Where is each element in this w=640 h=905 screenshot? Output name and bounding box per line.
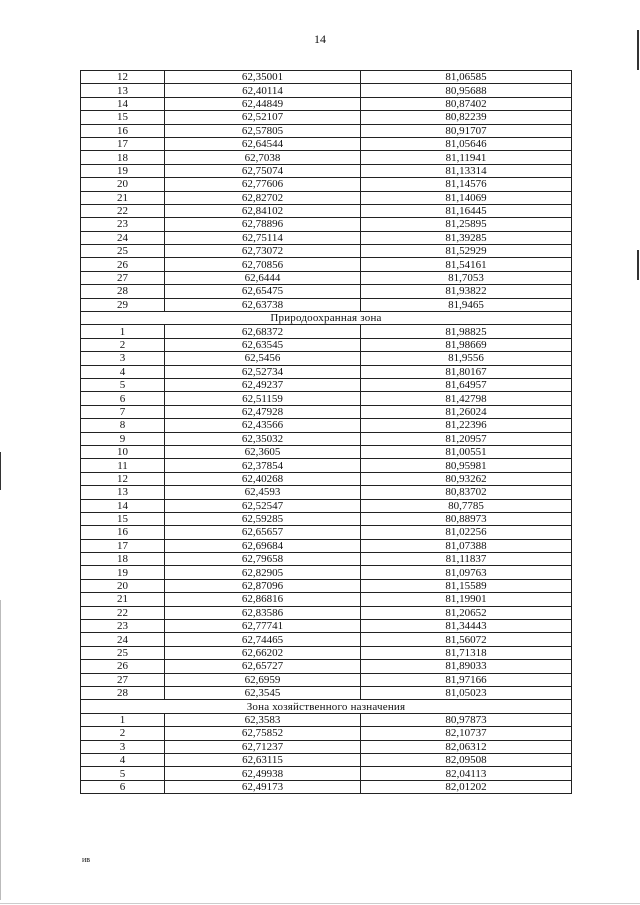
point-number-cell: 24 (81, 633, 165, 646)
latitude-cell: 62,82702 (165, 191, 361, 204)
longitude-cell: 81,20957 (361, 432, 572, 445)
table-row (81, 338, 572, 351)
longitude-cell: 80,82239 (361, 111, 572, 124)
point-number-cell: 2 (81, 727, 165, 740)
table-row (81, 392, 572, 405)
longitude-cell: 81,06585 (361, 71, 572, 84)
latitude-cell: 62,52547 (165, 499, 361, 512)
latitude-cell: 62,6959 (165, 673, 361, 686)
latitude-cell: 62,5456 (165, 352, 361, 365)
latitude-cell: 62,59285 (165, 512, 361, 525)
table-row (81, 178, 572, 191)
point-number-cell: 6 (81, 780, 165, 793)
page-number: 14 (314, 32, 326, 46)
point-number-cell: 13 (81, 84, 165, 97)
point-number-cell: 5 (81, 378, 165, 391)
longitude-cell: 81,9465 (361, 298, 572, 311)
point-number-cell: 8 (81, 419, 165, 432)
latitude-cell: 62,43566 (165, 419, 361, 432)
table-row (81, 204, 572, 217)
longitude-cell: 81,19901 (361, 593, 572, 606)
longitude-cell: 82,01202 (361, 780, 572, 793)
latitude-cell: 62,75074 (165, 164, 361, 177)
table-row (81, 526, 572, 539)
latitude-cell: 62,40268 (165, 472, 361, 485)
longitude-cell: 80,97873 (361, 713, 572, 726)
table-row (81, 271, 572, 284)
longitude-cell: 81,15589 (361, 579, 572, 592)
point-number-cell: 12 (81, 71, 165, 84)
table-row (81, 71, 572, 84)
point-number-cell: 9 (81, 432, 165, 445)
point-number-cell: 26 (81, 660, 165, 673)
latitude-cell: 62,37854 (165, 459, 361, 472)
point-number-cell: 16 (81, 526, 165, 539)
table-row (81, 285, 572, 298)
point-number-cell: 28 (81, 285, 165, 298)
latitude-cell: 62,66202 (165, 646, 361, 659)
longitude-cell: 81,98825 (361, 325, 572, 338)
table-row (81, 780, 572, 793)
point-number-cell: 7 (81, 405, 165, 418)
point-number-cell: 21 (81, 191, 165, 204)
point-number-cell: 23 (81, 218, 165, 231)
table-row (81, 164, 572, 177)
latitude-cell: 62,65475 (165, 285, 361, 298)
longitude-cell: 81,71318 (361, 646, 572, 659)
latitude-cell: 62,63738 (165, 298, 361, 311)
table-row (81, 191, 572, 204)
latitude-cell: 62,35032 (165, 432, 361, 445)
table-row (81, 753, 572, 766)
latitude-cell: 62,49237 (165, 378, 361, 391)
table-row (81, 767, 572, 780)
longitude-cell: 81,16445 (361, 204, 572, 217)
longitude-cell: 81,89033 (361, 660, 572, 673)
latitude-cell: 62,77741 (165, 620, 361, 633)
point-number-cell: 16 (81, 124, 165, 137)
point-number-cell: 20 (81, 178, 165, 191)
table-row (81, 459, 572, 472)
latitude-cell: 62,73072 (165, 245, 361, 258)
point-number-cell: 1 (81, 325, 165, 338)
longitude-cell: 81,22396 (361, 419, 572, 432)
latitude-cell: 62,82905 (165, 566, 361, 579)
point-number-cell: 24 (81, 231, 165, 244)
point-number-cell: 11 (81, 459, 165, 472)
coordinates-table-body (81, 71, 572, 794)
point-number-cell: 20 (81, 579, 165, 592)
latitude-cell: 62,63115 (165, 753, 361, 766)
table-row (81, 633, 572, 646)
point-number-cell: 28 (81, 686, 165, 699)
latitude-cell: 62,35001 (165, 71, 361, 84)
table-row (81, 593, 572, 606)
table-row (81, 245, 572, 258)
table-row (81, 606, 572, 619)
point-number-cell: 17 (81, 539, 165, 552)
point-number-cell: 3 (81, 352, 165, 365)
table-row (81, 566, 572, 579)
latitude-cell: 62,70856 (165, 258, 361, 271)
longitude-cell: 82,09508 (361, 753, 572, 766)
longitude-cell: 81,97166 (361, 673, 572, 686)
table-row (81, 84, 572, 97)
point-number-cell: 2 (81, 338, 165, 351)
longitude-cell: 80,87402 (361, 97, 572, 110)
latitude-cell: 62,47928 (165, 405, 361, 418)
point-number-cell: 25 (81, 646, 165, 659)
latitude-cell: 62,40114 (165, 84, 361, 97)
table-row (81, 298, 572, 311)
longitude-cell: 80,93262 (361, 472, 572, 485)
latitude-cell: 62,83586 (165, 606, 361, 619)
latitude-cell: 62,65657 (165, 526, 361, 539)
longitude-cell: 82,10737 (361, 727, 572, 740)
longitude-cell: 81,64957 (361, 378, 572, 391)
table-row (81, 218, 572, 231)
coordinates-table (80, 70, 572, 794)
point-number-cell: 22 (81, 606, 165, 619)
latitude-cell: 62,52107 (165, 111, 361, 124)
latitude-cell: 62,3545 (165, 686, 361, 699)
table-row (81, 124, 572, 137)
longitude-cell: 81,39285 (361, 231, 572, 244)
longitude-cell: 81,07388 (361, 539, 572, 552)
point-number-cell: 14 (81, 97, 165, 110)
latitude-cell: 62,4593 (165, 486, 361, 499)
latitude-cell: 62,6444 (165, 271, 361, 284)
table-row (81, 325, 572, 338)
table-row (81, 539, 572, 552)
latitude-cell: 62,71237 (165, 740, 361, 753)
left-edge-line (0, 600, 1, 900)
table-row (81, 499, 572, 512)
point-number-cell: 6 (81, 392, 165, 405)
point-number-cell: 4 (81, 753, 165, 766)
longitude-cell: 80,91707 (361, 124, 572, 137)
table-row (81, 486, 572, 499)
latitude-cell: 62,7038 (165, 151, 361, 164)
point-number-cell: 19 (81, 164, 165, 177)
point-number-cell: 12 (81, 472, 165, 485)
point-number-cell: 15 (81, 111, 165, 124)
longitude-cell: 81,11941 (361, 151, 572, 164)
latitude-cell: 62,51159 (165, 392, 361, 405)
longitude-cell: 81,98669 (361, 338, 572, 351)
point-number-cell: 3 (81, 740, 165, 753)
table-row (81, 553, 572, 566)
latitude-cell: 62,77606 (165, 178, 361, 191)
table-row (81, 352, 572, 365)
table-row (81, 137, 572, 150)
latitude-cell: 62,75852 (165, 727, 361, 740)
table-row (81, 727, 572, 740)
longitude-cell: 81,14576 (361, 178, 572, 191)
longitude-cell: 81,20652 (361, 606, 572, 619)
table-row (81, 97, 572, 110)
latitude-cell: 62,63545 (165, 338, 361, 351)
bottom-edge-line (0, 903, 640, 904)
latitude-cell: 62,69684 (165, 539, 361, 552)
table-row (81, 151, 572, 164)
longitude-cell: 81,52929 (361, 245, 572, 258)
section-header-row (81, 700, 572, 713)
longitude-cell: 81,09763 (361, 566, 572, 579)
longitude-cell: 81,54161 (361, 258, 572, 271)
left-margin-line (0, 452, 1, 490)
longitude-cell: 81,05023 (361, 686, 572, 699)
table-row (81, 258, 572, 271)
longitude-cell: 81,42798 (361, 392, 572, 405)
right-margin-line-top (637, 30, 639, 70)
latitude-cell: 62,44849 (165, 97, 361, 110)
table-row (81, 419, 572, 432)
point-number-cell: 1 (81, 713, 165, 726)
latitude-cell: 62,3583 (165, 713, 361, 726)
point-number-cell: 25 (81, 245, 165, 258)
table-row (81, 512, 572, 525)
latitude-cell: 62,75114 (165, 231, 361, 244)
table-row (81, 445, 572, 458)
point-number-cell: 23 (81, 620, 165, 633)
longitude-cell: 80,95688 (361, 84, 572, 97)
point-number-cell: 14 (81, 499, 165, 512)
latitude-cell: 62,3605 (165, 445, 361, 458)
table-row (81, 660, 572, 673)
table-row (81, 231, 572, 244)
longitude-cell: 81,05646 (361, 137, 572, 150)
longitude-cell: 81,14069 (361, 191, 572, 204)
latitude-cell: 62,57805 (165, 124, 361, 137)
latitude-cell: 62,79658 (165, 553, 361, 566)
longitude-cell: 80,83702 (361, 486, 572, 499)
table-row (81, 579, 572, 592)
table-row (81, 472, 572, 485)
latitude-cell: 62,74465 (165, 633, 361, 646)
table-row (81, 432, 572, 445)
longitude-cell: 81,80167 (361, 365, 572, 378)
longitude-cell: 81,93822 (361, 285, 572, 298)
point-number-cell: 22 (81, 204, 165, 217)
latitude-cell: 62,52734 (165, 365, 361, 378)
point-number-cell: 19 (81, 566, 165, 579)
section-title: Зона хозяйственного назначения (81, 700, 572, 713)
point-number-cell: 18 (81, 553, 165, 566)
point-number-cell: 5 (81, 767, 165, 780)
longitude-cell: 81,00551 (361, 445, 572, 458)
longitude-cell: 80,88973 (361, 512, 572, 525)
latitude-cell: 62,64544 (165, 137, 361, 150)
longitude-cell: 82,04113 (361, 767, 572, 780)
table-row (81, 740, 572, 753)
latitude-cell: 62,65727 (165, 660, 361, 673)
longitude-cell: 81,56072 (361, 633, 572, 646)
point-number-cell: 26 (81, 258, 165, 271)
point-number-cell: 10 (81, 445, 165, 458)
longitude-cell: 81,02256 (361, 526, 572, 539)
point-number-cell: 21 (81, 593, 165, 606)
table-row (81, 686, 572, 699)
table-row (81, 111, 572, 124)
latitude-cell: 62,49938 (165, 767, 361, 780)
point-number-cell: 29 (81, 298, 165, 311)
latitude-cell: 62,68372 (165, 325, 361, 338)
table-row (81, 713, 572, 726)
longitude-cell: 81,13314 (361, 164, 572, 177)
footer-mark: ив (82, 855, 91, 864)
section-title: Природоохранная зона (81, 312, 572, 325)
longitude-cell: 81,34443 (361, 620, 572, 633)
longitude-cell: 81,7053 (361, 271, 572, 284)
point-number-cell: 4 (81, 365, 165, 378)
latitude-cell: 62,78896 (165, 218, 361, 231)
latitude-cell: 62,49173 (165, 780, 361, 793)
longitude-cell: 81,25895 (361, 218, 572, 231)
point-number-cell: 17 (81, 137, 165, 150)
table-row (81, 620, 572, 633)
table-row (81, 646, 572, 659)
longitude-cell: 82,06312 (361, 740, 572, 753)
point-number-cell: 27 (81, 673, 165, 686)
section-header-row (81, 312, 572, 325)
longitude-cell: 81,26024 (361, 405, 572, 418)
table-row (81, 378, 572, 391)
point-number-cell: 18 (81, 151, 165, 164)
point-number-cell: 13 (81, 486, 165, 499)
table-row (81, 405, 572, 418)
longitude-cell: 80,7785 (361, 499, 572, 512)
longitude-cell: 80,95981 (361, 459, 572, 472)
longitude-cell: 81,11837 (361, 553, 572, 566)
latitude-cell: 62,84102 (165, 204, 361, 217)
point-number-cell: 15 (81, 512, 165, 525)
longitude-cell: 81,9556 (361, 352, 572, 365)
table-row (81, 673, 572, 686)
point-number-cell: 27 (81, 271, 165, 284)
right-margin-line-mid (637, 250, 639, 280)
table-row (81, 365, 572, 378)
latitude-cell: 62,86816 (165, 593, 361, 606)
latitude-cell: 62,87096 (165, 579, 361, 592)
